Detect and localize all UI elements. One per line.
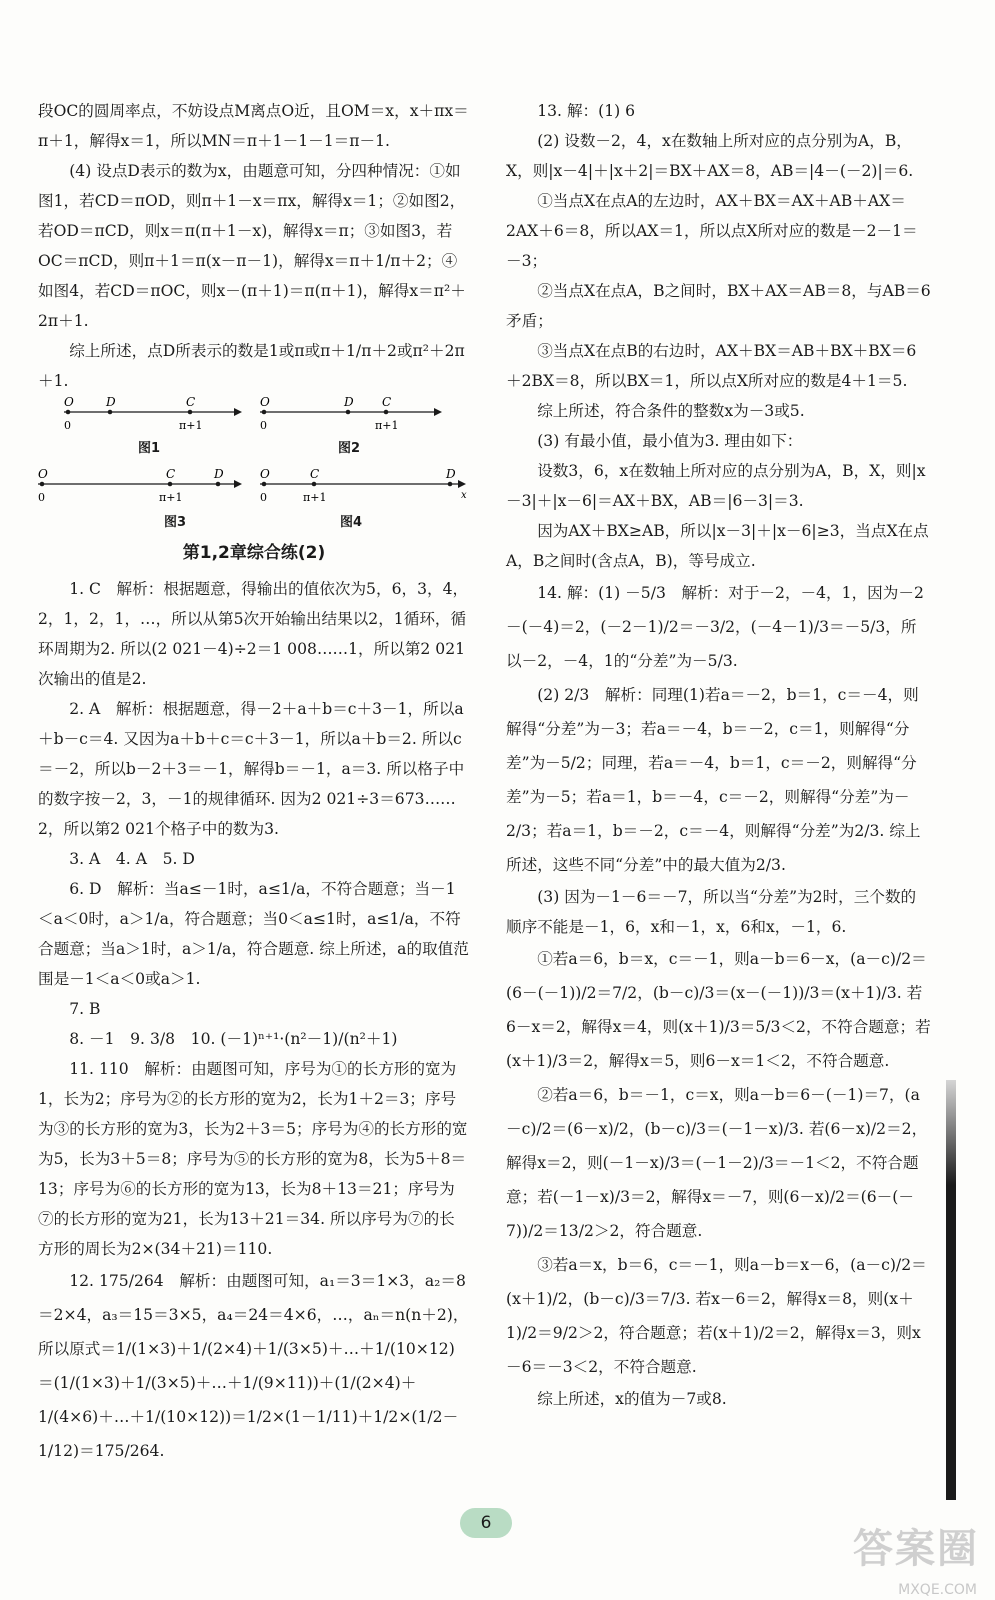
left-column — [38, 96, 470, 1468]
answer-q13-3-setup: 设数3，6，x在数轴上所对应的点分别为A，B，X，则|x－3|＋|x－6|＝AX＋BX，AB＝|6－3|＝3. — [506, 462, 926, 510]
answer-q14-1: 14. 解：(1) －5/3 解析：对于－2，－4，1，因为－2－(－4)＝2，(－2－1)/2＝－3/2，(－4－1)/3＝－5/3，所以－2，－4，1的“分差”为－5/3. — [506, 584, 924, 670]
svg-text:D: D — [446, 468, 456, 481]
answer-q3-5: 3. A 4. A 5. D — [69, 850, 195, 868]
page-edge-shadow — [946, 1080, 956, 1500]
svg-text:π+1: π+1 — [179, 419, 203, 432]
svg-text:C: C — [382, 396, 392, 409]
svg-text:D: D — [106, 396, 116, 409]
section-title: 第1,2章综合练(2) — [182, 543, 326, 563]
watermark-logo: 答案圈 — [853, 1526, 979, 1572]
answer-q13-case1: ①当点X在点A的左边时，AX＋BX＝AX＋AB＋AX＝2AX＋6＝8，所以AX＝1，所以点X所对应的数是－2－1＝－3； — [506, 192, 918, 270]
svg-text:C: C — [166, 468, 176, 481]
svg-text:C: C — [310, 468, 320, 481]
number-line-figure-1 — [38, 396, 470, 434]
svg-text:0: 0 — [64, 419, 71, 432]
answer-q7: 7. B — [69, 1000, 101, 1018]
answer-q13-summary: 综上所述，符合条件的整数x为－3或5. — [537, 402, 805, 420]
answer-q14-2: (2) 2/3 解析：同理(1)若a＝－2，b＝1，c＝－4，则解得“分差”为－3；若a＝－4，b＝－2，c＝1，则解得“分差”为－5/2；同理，若a＝－4，b＝1，c＝－2，则解得“分差”为－5；若a＝1，b＝－4，c＝－2，则解得“分差”为－2/3；若a＝1，b＝－2，c＝－4，则解得“分差”为2/3. 综上所述，这些不同“分差”中的最大值为2/3. — [506, 686, 921, 874]
page-number-badge: 6 — [460, 1508, 512, 1538]
answer-q6: 6. D 解析：当a≤－1时，a≤1/a，不符合题意；当－1＜a＜0时，a＞1/a，符合题意；当0＜a≤1时，a≤1/a，不符合题意；当a＞1时，a＞1/a，符合题意. 综上所述，a的取值范围是－1＜a＜0或a＞1. — [38, 880, 469, 988]
answer-q14-3-case2: ②若a＝6，b＝－1，c＝x，则a－b＝6－(－1)＝7，(a－c)/2＝(6－x)/2，(b－c)/3＝(－1－x)/3. 若(6－x)/2＝2，解得x＝2，则(－1－x)/3＝(－1－2)/3＝－1＜2，不符合题意；若(－1－x)/3＝2，解得x＝－7，则(6－x)/2＝(6－(－7))/2＝13/2＞2，符合题意. — [506, 1086, 928, 1240]
answer-q2: 2. A 解析：根据题意，得－2＋a＋b＝c＋3－1，所以a＋b－c＝4. 又因为a＋b＋c＝c＋3－1，所以a＋b＝2. 所以c＝－2，所以b－2＋3＝－1，解得b＝－1，a＝3. 所以格子中的数字按－2，3，－1的规律循环. 因为2 021÷3＝673……2，所以第2 021个格子中的数为3. — [38, 700, 465, 838]
svg-text:C: C — [186, 396, 196, 409]
paragraph-q3-end: 段OC的圆周率点，不妨设点M离点O近，且OM＝x，x＋πx＝π＋1，解得x＝1，所以MN＝π＋1－1－1＝π－1. — [38, 102, 469, 150]
answer-q14-3: (3) 因为－1－6＝－7，所以当“分差”为2时，三个数的顺序不能是－1，6，x和－1，x，6和x，－1，6. — [506, 888, 917, 936]
watermark-url: MXQE.COM — [898, 1582, 977, 1598]
answer-q8-10: 8. －1 9. 3/8 10. (－1)ⁿ⁺¹·(n²－1)/(n²＋1) — [69, 1030, 398, 1048]
figure-row-1 — [38, 396, 470, 456]
figure-row-2 — [38, 468, 470, 528]
number-line-figure-3 — [38, 468, 470, 506]
svg-text:O: O — [38, 468, 48, 481]
answer-q13-1: 13. 解：(1) 6 — [537, 102, 636, 120]
svg-text:π+1: π+1 — [159, 491, 183, 504]
svg-text:π+1: π+1 — [303, 491, 327, 504]
svg-text:O: O — [260, 396, 270, 409]
svg-text:D: D — [214, 468, 224, 481]
svg-text:D: D — [344, 396, 354, 409]
answer-q14-summary: 综上所述，x的值为－7或8. — [537, 1390, 727, 1408]
svg-text:0: 0 — [260, 419, 267, 432]
svg-text:π+1: π+1 — [375, 419, 399, 432]
svg-text:0: 0 — [260, 491, 267, 504]
answer-q14-3-case1: ①若a＝6，b＝x，c＝－1，则a－b＝6－x，(a－c)/2＝(6－(－1))/2＝7/2，(b－c)/3＝(x－(－1))/3＝(x＋1)/3. 若6－x＝2，解得x＝4，则(x＋1)/3＝5/3＜2，不符合题意；若(x＋1)/3＝2，解得x＝5，则6－x＝1＜2，不符合题意. — [506, 950, 931, 1070]
svg-text:O: O — [64, 396, 74, 409]
answer-q13-3: (3) 有最小值，最小值为3. 理由如下： — [537, 432, 803, 450]
answer-q14-3-case3: ③若a＝x，b＝6，c＝－1，则a－b＝x－6，(a－c)/2＝(x＋1)/2，(b－c)/3＝7/3. 若x－6＝2，解得x＝8，则(x＋1)/2＝9/2＞2，符合题意；若(x＋1)/2＝2，解得x＝3，则x－6＝－3＜2，不符合题意. — [506, 1256, 927, 1376]
paragraph-q4: (4) 设点D表示的数为x，由题意可知，分四种情况：①如图1，若CD＝πOD，则π＋1－x＝πx，解得x＝1；②如图2，若OD＝πCD，则x＝π(π＋1－x)，解得x＝π；③如图3，若OC＝πCD，则π＋1＝π(x－π－1)，解得x＝π＋1/π＋2；④如图4，若CD＝πOC，则x－(π＋1)＝π(π＋1)，解得x＝π²＋2π＋1. — [38, 162, 466, 330]
answer-q13-case3: ③当点X在点B的右边时，AX＋BX＝AB＋BX＋BX＝6＋2BX＝8，所以BX＝1，所以点X所对应的数是4＋1＝5. — [506, 342, 917, 390]
answer-q11: 11. 110 解析：由题图可知，序号为①的长方形的宽为1，长为2；序号为②的长方形的宽为2，长为1＋2＝3；序号为③的长方形的宽为3，长为2＋3＝5；序号为④的长方形的宽为5，长为3＋5＝8；序号为⑤的长方形的宽为8，长为5＋8＝13；序号为⑥的长方形的宽为13，长为8＋13＝21；序号为⑦的长方形的宽为21，长为13＋21＝34. 所以序号为⑦的长方形的周长为2×(34＋21)＝110. — [38, 1060, 468, 1258]
svg-text:O: O — [260, 468, 270, 481]
svg-text:x: x — [461, 490, 467, 501]
right-column — [506, 96, 931, 1414]
answer-q12: 12. 175/264 解析：由题图可知，a₁＝3＝1×3，a₂＝8＝2×4，a₃＝15＝3×5，a₄＝24＝4×6，…，aₙ＝n(n＋2)，所以原式＝1/(1×3)＋1/(2×4)＋1/(3×5)＋…＋1/(10×12)＝(1/(1×3)＋1/(3×5)＋…＋1/(9×11))＋(1/(2×4)＋1/(4×6)＋…＋1/(10×12))＝1/2×(1－1/11)＋1/2×(1/2－1/12)＝175/264. — [38, 1272, 469, 1460]
paragraph-q4-summary: 综上所述，点D所表示的数是1或π或π＋1/π＋2或π²＋2π＋1. — [38, 342, 465, 390]
answer-q13-case2: ②当点X在点A，B之间时，BX＋AX＝AB＝8，与AB＝6矛盾； — [506, 282, 931, 330]
answer-q13-3-reason: 因为AX＋BX≥AB，所以|x－3|＋|x－6|≥3，当点X在点A，B之间时(含点A，B)，等号成立. — [506, 522, 929, 570]
figure-caption-3: 图3 — [164, 515, 187, 530]
svg-text:0: 0 — [38, 491, 45, 504]
answer-q1: 1. C 解析：根据题意，得输出的值依次为5，6，3，4，2，1，2，1，…，所以从第5次开始输出结果以2，1循环，循环周期为2. 所以(2 021－4)÷2＝1 008……1，所以第2 021次输出的值是2. — [38, 580, 469, 688]
figure-caption-1: 图1 — [138, 441, 161, 456]
answer-q13-2: (2) 设数－2，4，x在数轴上所对应的点分别为A，B，X，则|x－4|＋|x＋2|＝BX＋AX＝8，AB＝|4－(－2)|＝6. — [506, 132, 914, 180]
figure-caption-2: 图2 — [338, 441, 361, 456]
figure-caption-4: 图4 — [340, 515, 363, 530]
